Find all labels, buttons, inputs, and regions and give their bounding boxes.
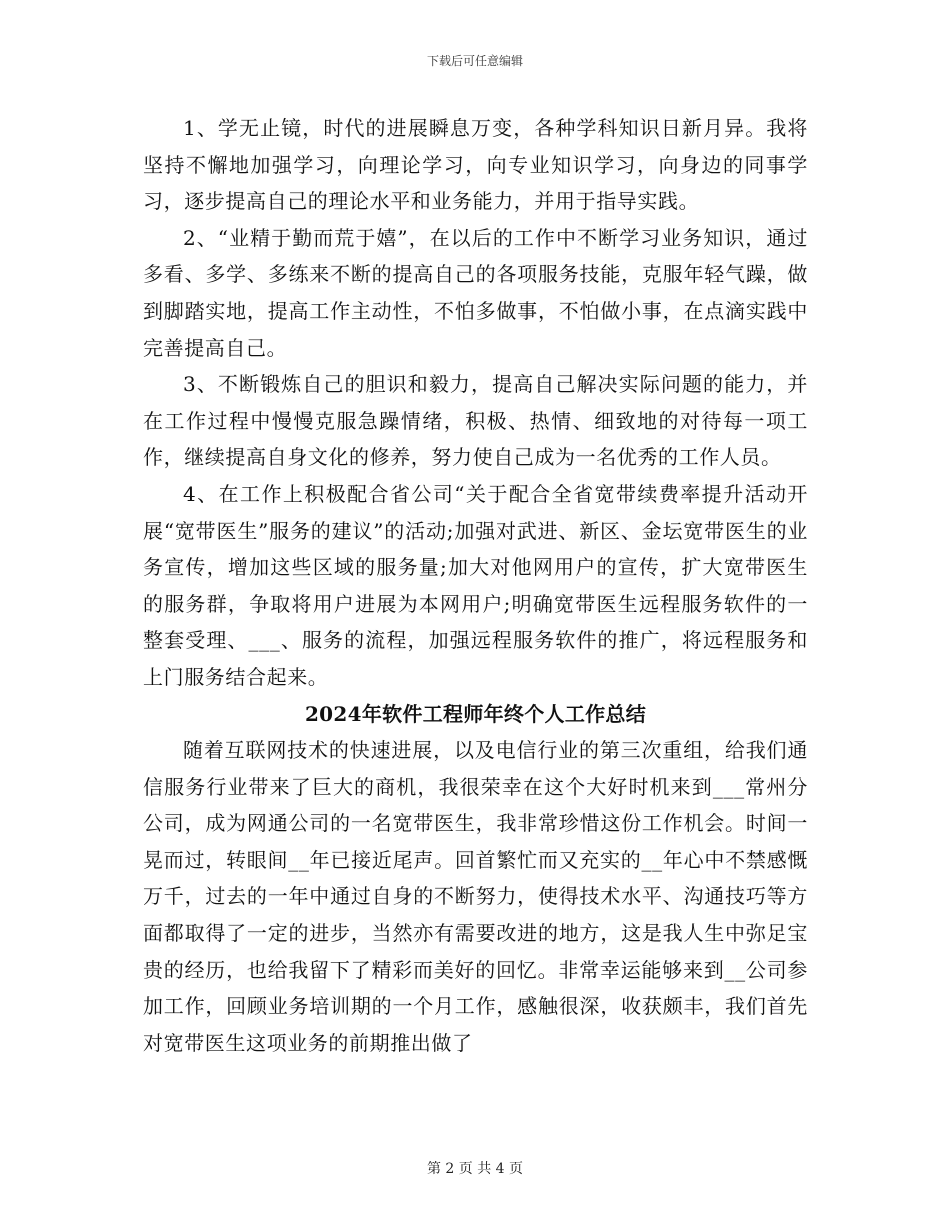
section-paragraph-1: 随着互联网技术的快速进展，以及电信行业的第三次重组，给我们通信服务行业带来了巨大的商机，我很荣幸在这个大好时机来到___常州分公司，成为网通公司的一名宽带医生，我非常珍惜这份工作机会。时间一晃而过，转眼间__年已接近尾声。回首繁忙而又充实的__年心中不禁感慨万千，过去的一年中通过自身的不断努力，使得技术水平、沟通技巧等方面都取得了一定的进步，当然亦有需要改进的地方，这是我人生中弥足宝贵的经历，也给我留下了精彩而美好的回忆。非常幸运能够来到__公司参加工作，回顾业务培训期的一个月工作，感触很深，收获颇丰，我们首先对宽带医生这项业务的前期推出做了 — [143, 738, 808, 1055]
paragraph-3: 3、不断锻炼自己的胆识和毅力，提高自己解决实际问题的能力，并在工作过程中慢慢克服急躁情绪，积极、热情、细致地的对待每一项工作，继续提高自身文化的修养，努力使自己成为一名优秀的工作人员。 — [143, 372, 808, 470]
page-header: 下载后可任意编辑 — [426, 54, 523, 68]
paragraph-1: 1、学无止镜，时代的进展瞬息万变，各种学科知识日新月异。我将坚持不懈地加强学习，向理论学习，向专业知识学习，向身边的同事学习，逐步提高自己的理论水平和业务能力，并用于指导实践。 — [143, 116, 808, 214]
paragraph-2: 2、“业精于勤而荒于嬉”，在以后的工作中不断学习业务知识，通过多看、多学、多练来不断的提高自己的各项服务技能，克服年轻气躁，做到脚踏实地，提高工作主动性，不怕多做事，不怕做小事，在点滴实践中完善提高自己。 — [143, 225, 808, 360]
page-footer: 第 2 页 共 4 页 — [426, 1161, 524, 1177]
paragraph-4: 4、在工作上积极配合省公司“关于配合全省宽带续费率提升活动开展“宽带医生”服务的建议”的活动;加强对武进、新区、金坛宽带医生的业务宣传，增加这些区域的服务量;加大对他网用户的宣传，扩大宽带医生的服务群，争取将用户进展为本网用户;明确宽带医生远程服务软件的一整套受理、___、服务的流程，加强远程服务软件的推广，将远程服务和上门服务结合起来。 — [143, 481, 808, 689]
section-title: 2024年软件工程师年终个人工作总结 — [304, 701, 647, 726]
document-body — [143, 110, 808, 1061]
